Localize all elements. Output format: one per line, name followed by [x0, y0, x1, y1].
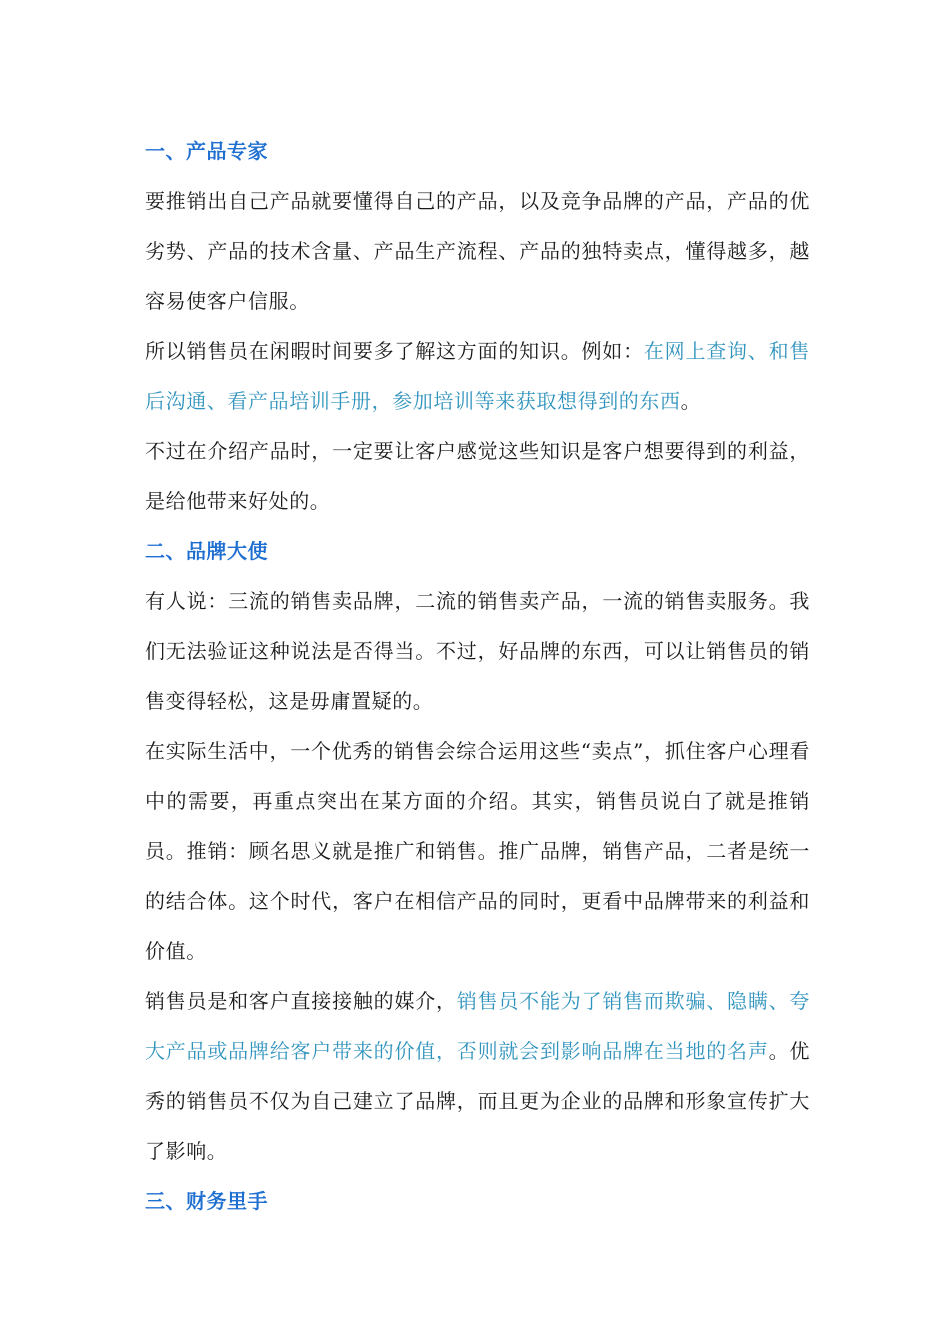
- paragraph: 在实际生活中，一个优秀的销售会综合运用这些“卖点”，抓住客户心理看中的需要，再重点突出在某方面的介绍。其实，销售员说白了就是推销员。推销：顾名思义就是推广和销售。推广品牌，销售产品，二者是统一的结合体。这个时代，客户在相信产品的同时，更看中品牌带来的利益和价值。: [145, 739, 810, 963]
- document-body: [145, 126, 810, 1226]
- paragraph-text: 。优秀的销售员不仅为自己建立了品牌，而且更为企业的品牌和形象宣传扩大了影响。: [145, 1039, 810, 1163]
- paragraph: [145, 976, 810, 1176]
- section-heading-finance-expert: 三、财务里手: [145, 1189, 268, 1213]
- section-heading-product-expert: 一、产品专家: [145, 139, 268, 163]
- paragraph: 要推销出自己产品就要懂得自己的产品，以及竞争品牌的产品，产品的优劣势、产品的技术含量、产品生产流程、产品的独特卖点，懂得越多，越容易使客户信服。: [145, 189, 810, 313]
- highlighted-text: 销售员不能为了销售而欺骗、隐瞒、夸大产品或品牌给客户带来的价值，否则就会到影响品牌在当地的名声: [145, 989, 811, 1063]
- paragraph: 有人说：三流的销售卖品牌，二流的销售卖产品，一流的销售卖服务。我们无法验证这种说法是否得当。不过，好品牌的东西，可以让销售员的销售变得轻松，这是毋庸置疑的。: [145, 589, 810, 713]
- paragraph: [145, 326, 810, 426]
- paragraph-text: 所以销售员在闲暇时间要多了解这方面的知识。例如：: [145, 339, 644, 363]
- paragraph: 不过在介绍产品时，一定要让客户感觉这些知识是客户想要得到的利益，是给他带来好处的。: [145, 439, 810, 513]
- paragraph-text: 销售员是和客户直接接触的媒介，: [145, 989, 457, 1013]
- highlighted-text: 在网上查询、和售后沟通、看产品培训手册，参加培训等来获取想得到的东西: [145, 339, 810, 413]
- section-heading-brand-ambassador: 二、品牌大使: [145, 539, 268, 563]
- paragraph-text: 。: [680, 389, 702, 413]
